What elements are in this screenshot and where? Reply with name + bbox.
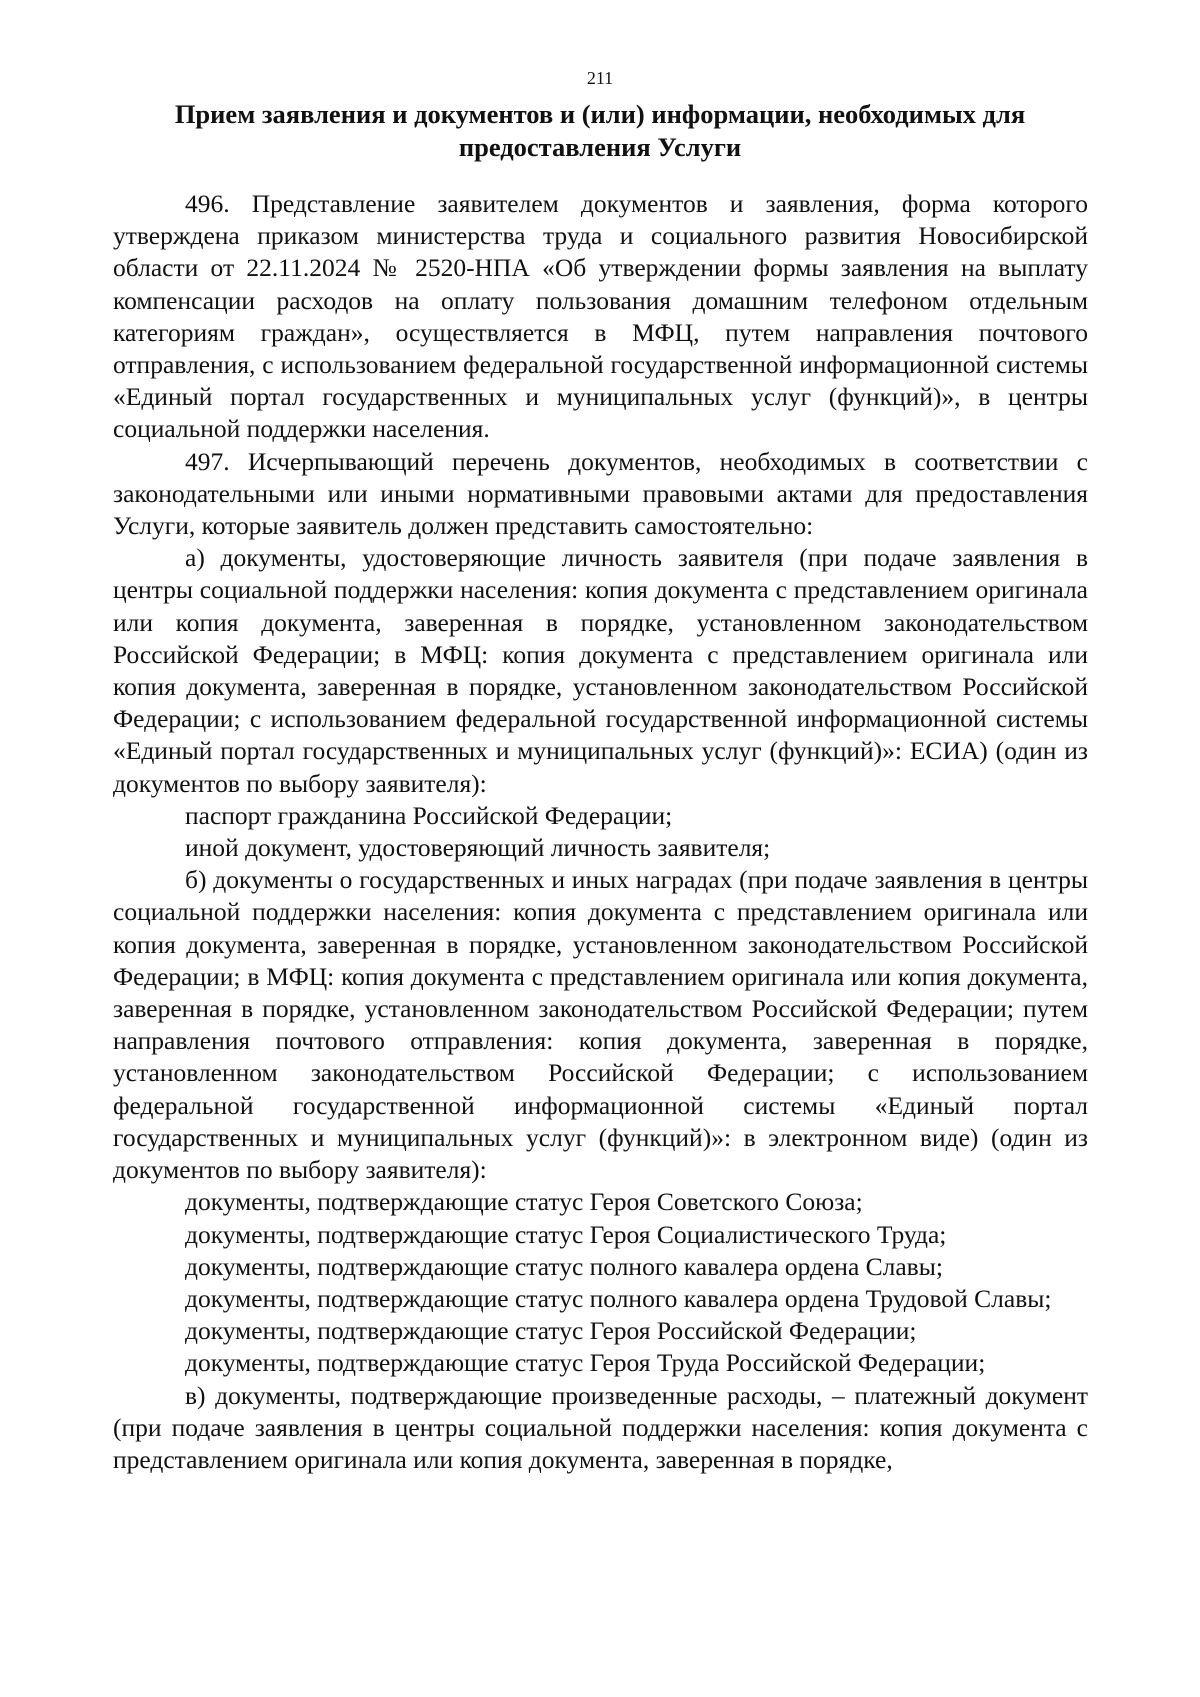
page-number: 211 xyxy=(586,68,614,88)
list-item: документы, подтверждающие статус полного кавалера ордена Трудовой Славы; xyxy=(185,1283,1052,1313)
list-item: паспорт гражданина Российской Федерации; xyxy=(185,800,673,830)
list-item: документы, подтверждающие статус Героя Советского Союза; xyxy=(185,1187,863,1217)
list-item: документы, подтверждающие статус Героя Труда Российской Федерации; xyxy=(185,1348,986,1378)
list-item: документы, подтверждающие статус Героя Социалистического Труда; xyxy=(185,1219,947,1249)
section-heading-line-2: предоставления Услуги xyxy=(458,132,742,162)
list-item: иной документ, удостоверяющий личность заявителя; xyxy=(185,833,771,863)
subitem-b: б) документы о государственных и иных наградах (при подаче заявления в центры социальной поддержки населения: копия документа с представлением оригинала или копия документа, заверенная в порядке, установленном законодательством Российской Федерации; в МФЦ: копия документа с представлением оригинала или копия документа, заверенная в порядке, установленном законодательством Российской Федерации; путем направления почтового отправления: копия документа, заверенная в порядке, установленном законодательством Российской Федерации; с использованием федеральной государственной информационной системы «Единый портал государственных и муниципальных услуг (функций)»: в электронном виде) (один из документов по выбору заявителя): xyxy=(113,865,1088,1185)
paragraph-497: 497. Исчерпывающий перечень документов, необходимых в соответствии с законодательными или иными нормативными правовыми актами для предоставления Услуги, которые заявитель должен представить самостоятельно: xyxy=(113,446,1088,541)
paragraph-496: 496. Представление заявителем документов и заявления, форма которого утверждена приказом министерства труда и социального развития Новосибирской области от 22.11.2024 № 2520-НПА «Об утверждении формы заявления на выплату компенсации расходов на оплату пользования домашним телефоном отдельным категориям граждан», осуществляется в МФЦ, путем направления почтового отправления, с использованием федеральной государственной информационной системы «Единый портал государственных и муниципальных услуг (функций)», в центры социальной поддержки населения. xyxy=(113,189,1088,444)
subitem-v: в) документы, подтверждающие произведенные расходы, – платежный документ (при подаче заявления в центры социальной поддержки населения: копия документа с представлением оригинала или копия документа, заверенная в порядке, xyxy=(113,1380,1088,1474)
list-item: документы, подтверждающие статус Героя Российской Федерации; xyxy=(185,1316,917,1346)
section-heading xyxy=(110,98,1090,164)
list-item: документы, подтверждающие статус полного кавалера ордена Славы; xyxy=(185,1251,943,1281)
section-heading-line-1: Прием заявления и документов и (или) информации, необходимых для xyxy=(174,99,1026,129)
subitem-a: а) документы, удостоверяющие личность заявителя (при подаче заявления в центры социальной поддержки населения: копия документа с представлением оригинала или копия документа, заверенная в порядке, установленном законодательством Российской Федерации; в МФЦ: копия документа с представлением оригинала или копия документа, заверенная в порядке, установленном законодательством Российской Федерации; с использованием федеральной государственной информационной системы «Единый портал государственных и муниципальных услуг (функций)»: ЕСИА) (один из документов по выбору заявителя): xyxy=(113,543,1088,798)
document-body xyxy=(113,188,1088,1476)
